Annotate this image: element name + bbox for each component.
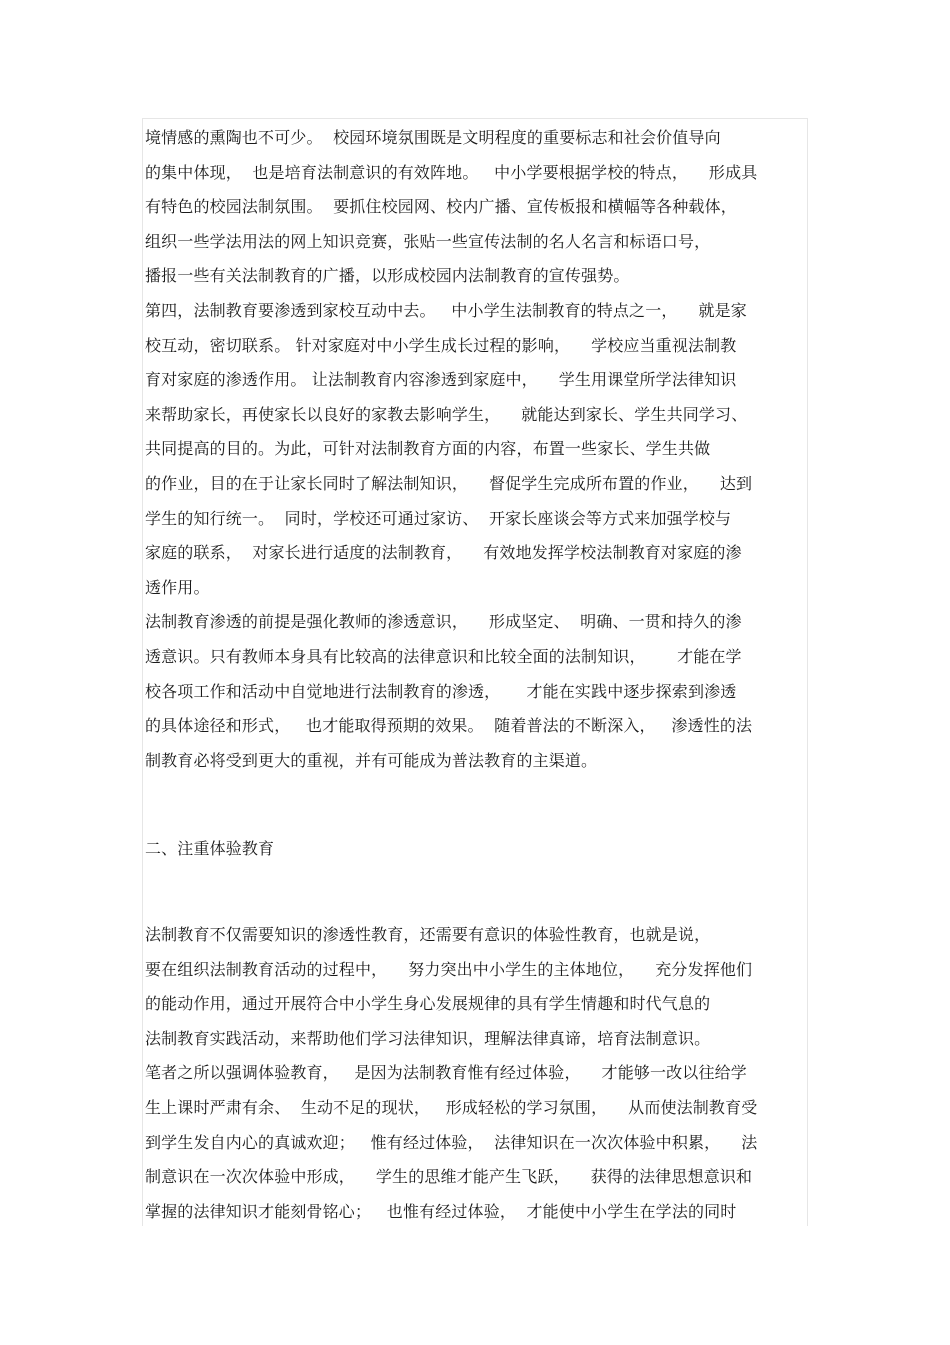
- text-line: 的具体途径和形式， 也才能取得预期的效果。 随着普法的不断深入， 渗透性的法: [145, 716, 753, 736]
- paragraph-block-experience-education: [145, 918, 815, 1229]
- text-line: 有特色的校园法制氛围。 要抓住校园网、校内广播、宣传板报和横幅等各种载体，: [145, 197, 737, 217]
- text-line: 的作业，目的在于让家长同时了解法制知识， 督促学生完成所布置的作业， 达到: [145, 473, 753, 493]
- text-line: 制意识在一次次体验中形成， 学生的思维才能产生飞跃， 获得的法律思想意识和: [145, 1167, 753, 1187]
- text-line: 笔者之所以强调体验教育， 是因为法制教育惟有经过体验， 才能够一改以往给学: [145, 1063, 747, 1083]
- text-line: 播报一些有关法制教育的广播，以形成校园内法制教育的宣传强势。: [145, 266, 630, 286]
- section-heading-text: 二、注重体验教育: [145, 839, 275, 858]
- text-line: 来帮助家长，再使家长以良好的家教去影响学生， 就能达到家长、学生共同学习、: [145, 404, 748, 424]
- text-line: 法制教育实践活动，来帮助他们学习法律知识，理解法律真谛，培育法制意识。: [145, 1028, 711, 1048]
- section-heading: [145, 832, 815, 867]
- text-line: 透作用。: [145, 577, 210, 597]
- text-line: 的集中体现， 也是培育法制意识的有效阵地。 中小学要根据学校的特点， 形成具: [145, 162, 758, 182]
- text-line: 掌握的法律知识才能刻骨铭心； 也惟有经过体验， 才能使中小学生在学法的同时: [145, 1201, 737, 1221]
- text-line: 校互动，密切联系。 针对家庭对中小学生成长过程的影响， 学校应当重视法制教: [145, 335, 737, 355]
- text-line: 法制教育不仅需要知识的渗透性教育，还需要有意识的体验性教育，也就是说，: [145, 925, 711, 944]
- text-line: 要在组织法制教育活动的过程中， 努力突出中小学生的主体地位， 充分发挥他们: [145, 959, 753, 979]
- paragraph-block-school-family: [145, 121, 815, 778]
- text-line: 境情感的熏陶也不可少。 校园环境氛围既是文明程度的重要标志和社会价值导向: [145, 128, 721, 147]
- text-line: 校各项工作和活动中自觉地进行法制教育的渗透， 才能在实践中逐步探索到渗透: [145, 681, 737, 701]
- text-line: 到学生发自内心的真诚欢迎； 惟有经过体验， 法律知识在一次次体验中积累， 法: [145, 1132, 758, 1152]
- text-line: 法制教育渗透的前提是强化教师的渗透意识， 形成坚定、 明确、一贯和持久的渗: [145, 612, 742, 632]
- text-line: 制教育必将受到更大的重视，并有可能成为普法教育的主渠道。: [145, 750, 598, 770]
- text-line: 家庭的联系， 对家长进行适度的法制教育， 有效地发挥学校法制教育对家庭的渗: [145, 543, 742, 563]
- text-line: 的能动作用，通过开展符合中小学生身心发展规律的具有学生情趣和时代气息的: [145, 994, 711, 1014]
- text-line: 共同提高的目的。为此，可针对法制教育方面的内容，布置一些家长、学生共做: [145, 439, 711, 459]
- text-line: 学生的知行统一。 同时，学校还可通过家访、 开家长座谈会等方式来加强学校与: [145, 508, 732, 528]
- text-line: 育对家庭的渗透作用。 让法制教育内容渗透到家庭中， 学生用课堂所学法律知识: [145, 370, 737, 390]
- text-line: 透意识。只有教师本身具有比较高的法律意识和比较全面的法制知识， 才能在学: [145, 646, 742, 666]
- text-line: 生上课时严肃有余、 生动不足的现状， 形成轻松的学习氛围， 从而使法制教育受: [145, 1097, 758, 1117]
- text-line: 第四，法制教育要渗透到家校互动中去。 中小学生法制教育的特点之一， 就是家: [145, 300, 747, 320]
- text-line: 组织一些学法用法的网上知识竞赛，张贴一些宣传法制的名人名言和标语口号，: [145, 231, 711, 251]
